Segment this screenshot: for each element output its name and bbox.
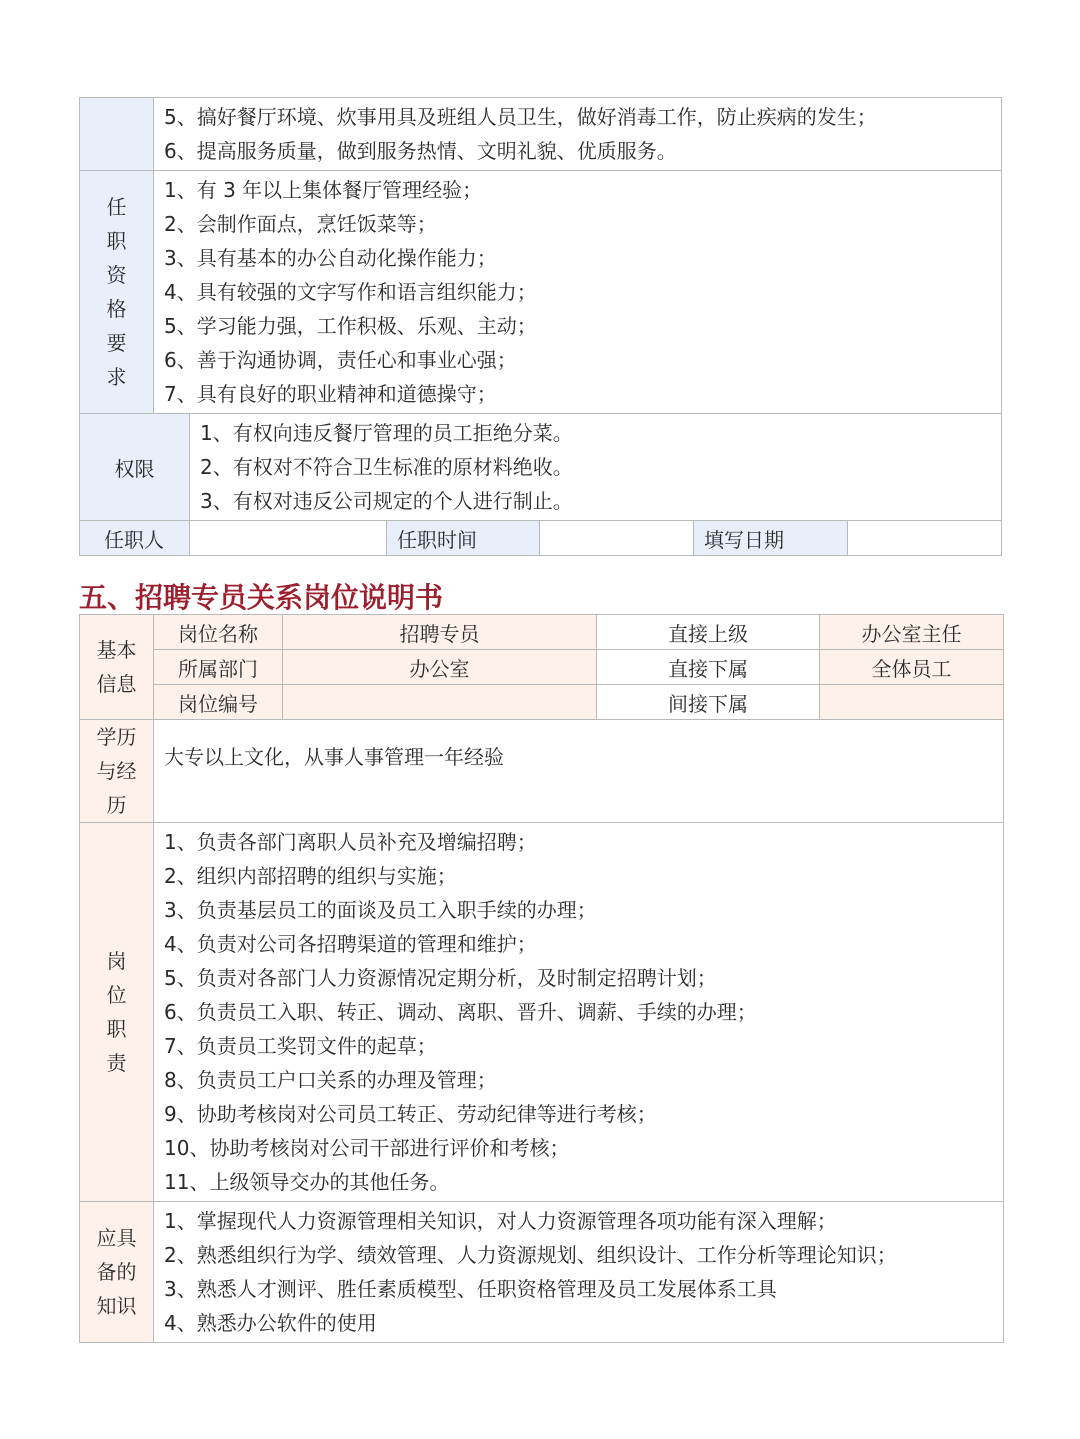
department-label: 所属部门 (154, 650, 283, 685)
list-item: 3、熟悉人才测评、胜任素质模型、任职资格管理及员工发展体系工具 (164, 1277, 777, 1301)
direct-subordinate-label: 直接下属 (597, 650, 820, 685)
education-label: 学历 与经 历 (80, 720, 154, 823)
direct-supervisor-value: 办公室主任 (820, 615, 1004, 650)
position-name-value: 招聘专员 (283, 615, 597, 650)
list-item: 2、会制作面点，烹饪饭菜等； (164, 212, 437, 236)
list-item: 1、有权向违反餐厅管理的员工拒绝分菜。 (200, 421, 573, 445)
list-item: 4、具有较强的文字写作和语言组织能力； (164, 280, 537, 304)
basic-info-row-3 (80, 685, 1004, 720)
list-item: 1、有 3 年以上集体餐厅管理经验； (164, 178, 483, 202)
education-row (80, 720, 1004, 823)
duties-label-cell (80, 98, 154, 171)
basic-info-row-1 (80, 615, 1004, 650)
list-item: 7、负责员工奖罚文件的起草； (164, 1034, 437, 1058)
section-title: 五、招聘专员关系岗位说明书 (79, 581, 444, 614)
list-item: 11、上级领导交办的其他任务。 (164, 1170, 450, 1194)
direct-supervisor-label: 直接上级 (597, 615, 820, 650)
authority-row (80, 414, 1002, 521)
position-name-label: 岗位名称 (154, 615, 283, 650)
list-item: 6、负责员工入职、转正、调动、离职、晋升、调薪、手续的办理； (164, 1000, 757, 1024)
direct-subordinate-value: 全体员工 (820, 650, 1004, 685)
signature-row (80, 521, 1002, 556)
duties-continued-list (154, 98, 1002, 171)
list-item: 5、负责对各部门人力资源情况定期分析，及时制定招聘计划； (164, 966, 717, 990)
holder-value (190, 521, 387, 556)
department-value: 办公室 (283, 650, 597, 685)
list-item: 1、负责各部门离职人员补充及增编招聘； (164, 830, 537, 854)
qualifications-list (154, 171, 1002, 414)
duties-continued-row (80, 98, 1002, 171)
list-item: 2、熟悉组织行为学、绩效管理、人力资源规划、组织设计、工作分析等理论知识； (164, 1243, 897, 1267)
knowledge-label: 应具 备的 知识 (80, 1202, 154, 1343)
recruitment-specialist-table (79, 614, 1004, 1343)
list-item: 7、具有良好的职业精神和道德操守； (164, 382, 497, 406)
list-item: 5、学习能力强，工作积极、乐观、主动； (164, 314, 537, 338)
holder-date-label: 任职时间 (387, 521, 540, 556)
duties-list (154, 823, 1004, 1202)
indirect-subordinate-label: 间接下属 (597, 685, 820, 720)
position-code-value (283, 685, 597, 720)
list-item: 3、有权对违反公司规定的个人进行制止。 (200, 489, 573, 513)
list-item: 9、协助考核岗对公司员工转正、劳动纪律等进行考核； (164, 1102, 657, 1126)
list-item: 4、负责对公司各招聘渠道的管理和维护； (164, 932, 537, 956)
holder-label: 任职人 (80, 521, 190, 556)
list-item: 6、提高服务质量，做到服务热情、文明礼貌、优质服务。 (164, 139, 677, 163)
list-item: 1、掌握现代人力资源管理相关知识，对人力资源管理各项功能有深入理解； (164, 1209, 837, 1233)
indirect-subordinate-value (820, 685, 1004, 720)
fill-date-label: 填写日期 (694, 521, 848, 556)
list-item: 4、熟悉办公软件的使用 (164, 1311, 377, 1335)
list-item: 2、有权对不符合卫生标准的原材料绝收。 (200, 455, 573, 479)
holder-date-value (540, 521, 694, 556)
duties-label: 岗 位 职 责 (80, 823, 154, 1202)
position-code-label: 岗位编号 (154, 685, 283, 720)
knowledge-row (80, 1202, 1004, 1343)
list-item: 6、善于沟通协调，责任心和事业心强； (164, 348, 517, 372)
list-item: 3、负责基层员工的面谈及员工入职手续的办理； (164, 898, 597, 922)
qualifications-label: 任 职 资 格 要 求 (80, 171, 154, 414)
list-item: 2、组织内部招聘的组织与实施； (164, 864, 457, 888)
fill-date-value (848, 521, 1002, 556)
list-item: 5、搞好餐厅环境、炊事用具及班组人员卫生，做好消毒工作，防止疾病的发生； (164, 105, 877, 129)
qualifications-row (80, 171, 1002, 414)
job-description-table-previous (79, 97, 1002, 556)
list-item: 8、负责员工户口关系的办理及管理； (164, 1068, 497, 1092)
basic-info-row-2 (80, 650, 1004, 685)
knowledge-list (154, 1202, 1004, 1343)
list-item: 10、协助考核岗对公司干部进行评价和考核； (164, 1136, 570, 1160)
basic-info-label: 基本 信息 (80, 615, 154, 720)
duties-row (80, 823, 1004, 1202)
authority-list (190, 414, 1002, 521)
education-value: 大专以上文化，从事人事管理一年经验 (154, 720, 1004, 823)
list-item: 3、具有基本的办公自动化操作能力； (164, 246, 497, 270)
authority-label: 权限 (80, 414, 190, 521)
